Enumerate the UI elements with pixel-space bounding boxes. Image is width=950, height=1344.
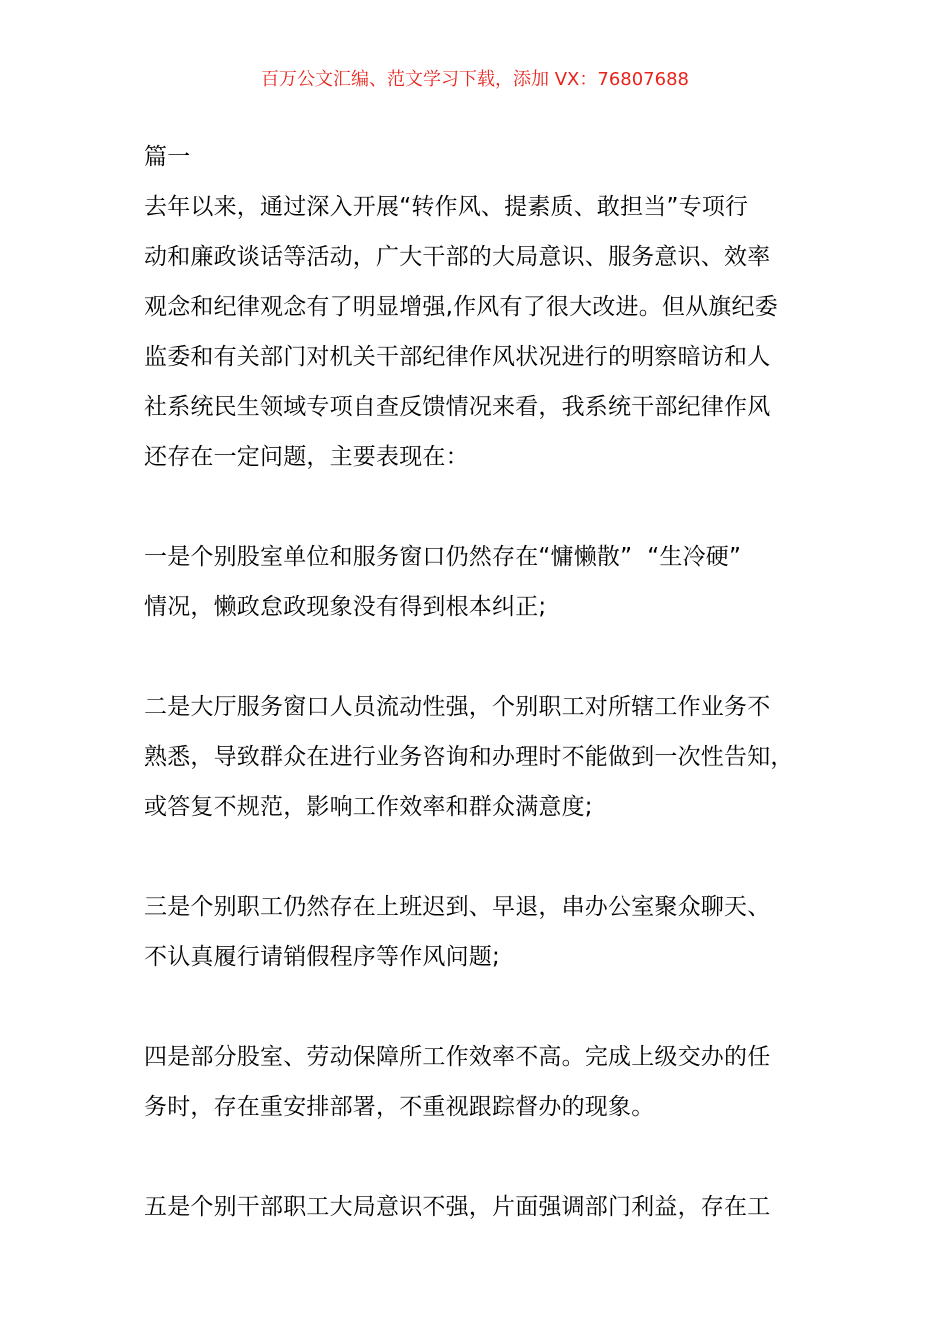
paragraph-line: 三是个别职工仍然存在上班迟到、早退，串办公室聚众聊天、 <box>144 894 771 920</box>
paragraph-line: 情况，懒政怠政现象没有得到根本纠正; <box>144 594 547 620</box>
item-4-paragraph <box>144 1032 844 1132</box>
document-body <box>144 132 844 1232</box>
item-3-paragraph <box>144 882 844 982</box>
paragraph-line: 观念和纪律观念有了明显增强,作风有了很大改进。但从旗纪委 <box>144 294 778 320</box>
watermark-header: 百万公文汇编、范文学习下载，添加 VX：76807688 <box>261 69 689 90</box>
paragraph-line: 不认真履行请销假程序等作风问题; <box>144 944 500 970</box>
paragraph-line: 一是个别股室单位和服务窗口仍然存在“慵懒散” “生冷硬” <box>144 544 742 570</box>
item-5-paragraph <box>144 1182 844 1232</box>
paragraph-line: 四是部分股室、劳动保障所工作效率不高。完成上级交办的任 <box>144 1044 771 1070</box>
paragraph-line: 社系统民生领域专项自查反馈情况来看，我系统干部纪律作风 <box>144 394 771 420</box>
paragraph-spacer <box>144 1132 844 1182</box>
paragraph-line: 五是个别干部职工大局意识不强，片面强调部门利益，存在工 <box>144 1194 771 1220</box>
paragraph-line: 熟悉，导致群众在进行业务咨询和办理时不能做到一次性告知， <box>144 744 794 770</box>
item-1-paragraph <box>144 532 844 632</box>
paragraph-spacer <box>144 982 844 1032</box>
section-title: 篇一 <box>144 144 191 170</box>
paragraph-line: 还存在一定问题，主要表现在： <box>144 444 469 470</box>
paragraph-line: 监委和有关部门对机关干部纪律作风状况进行的明察暗访和人 <box>144 344 771 370</box>
paragraph-spacer <box>144 482 844 532</box>
intro-paragraph <box>144 182 844 482</box>
paragraph-spacer <box>144 832 844 882</box>
paragraph-spacer <box>144 632 844 682</box>
item-2-paragraph <box>144 682 844 832</box>
paragraph-line: 动和廉政谈话等活动，广大干部的大局意识、服务意识、效率 <box>144 244 771 270</box>
paragraph-line: 或答复不规范，影响工作效率和群众满意度; <box>144 794 593 820</box>
paragraph-line: 二是大厅服务窗口人员流动性强，个别职工对所辖工作业务不 <box>144 694 771 720</box>
paragraph-line: 去年以来，通过深入开展“转作风、提素质、敢担当”专项行 <box>144 194 749 220</box>
paragraph-line: 务时，存在重安排部署，不重视跟踪督办的现象。 <box>144 1094 655 1120</box>
